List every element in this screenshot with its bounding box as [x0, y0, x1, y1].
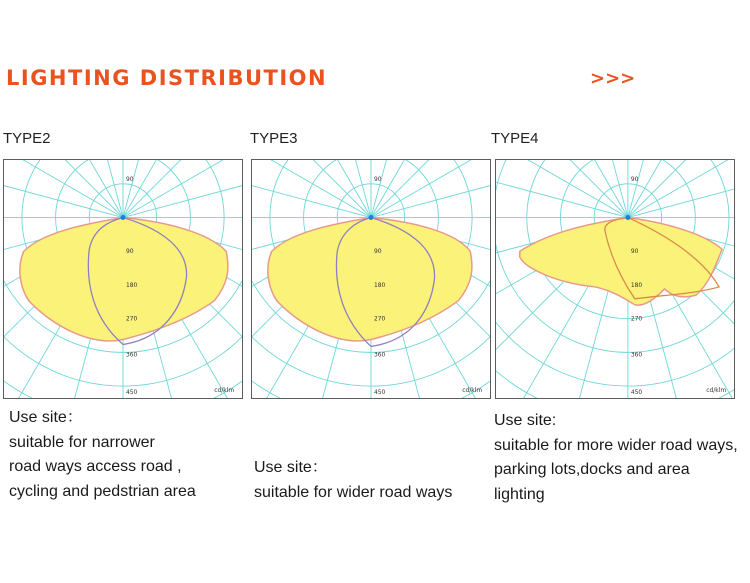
scale-label: 90	[125, 175, 134, 183]
longitudinal-curve	[20, 218, 228, 341]
scale-label: 90	[630, 175, 639, 183]
scale-label: 270	[373, 315, 386, 323]
scale-label: 450	[125, 389, 138, 397]
scale-label: 360	[373, 351, 386, 359]
type4-use-site	[494, 409, 738, 507]
type4-label: TYPE4	[491, 130, 539, 147]
longitudinal-curve	[268, 218, 472, 341]
use-site-heading: Use site：	[9, 409, 83, 426]
use-site-line: lighting	[494, 485, 545, 503]
scale-label: 450	[630, 389, 643, 397]
scale-label: 270	[630, 315, 643, 323]
use-site-line: suitable for wider road ways	[254, 483, 453, 501]
scale-label: 360	[125, 351, 138, 359]
scale-label: 90	[125, 248, 134, 256]
use-site-line: cycling and pedstrian area	[9, 482, 196, 500]
type3-polar-svg	[252, 160, 490, 398]
section-title: LIGHTING DISTRIBUTION	[6, 66, 328, 90]
use-site-line: suitable for narrower	[9, 433, 155, 451]
more-arrows-icon[interactable]: >>>	[590, 68, 636, 89]
type3-polar-diagram	[251, 159, 491, 399]
scale-label: 90	[373, 248, 382, 256]
type2-polar-diagram	[3, 159, 243, 399]
center-point	[625, 215, 630, 220]
scale-label: 360	[630, 351, 643, 359]
unit-label: cd/klm	[706, 387, 727, 395]
grid-ray	[496, 160, 628, 218]
grid-ray	[628, 160, 734, 218]
use-site-line: road ways access road ,	[9, 458, 182, 475]
type4-polar-diagram	[495, 159, 735, 399]
grid-ray	[628, 160, 734, 218]
type2-label: TYPE2	[3, 130, 51, 147]
scale-label: 450	[373, 389, 386, 397]
type2-polar-svg	[4, 160, 242, 398]
use-site-heading: Use site：	[254, 459, 328, 476]
unit-label: cd/klm	[214, 387, 235, 395]
grid-ray	[496, 160, 628, 218]
scale-label: 270	[125, 315, 138, 323]
type3-use-site	[254, 456, 452, 505]
scale-label: 180	[630, 281, 643, 289]
scale-label: 180	[373, 281, 386, 289]
center-point	[121, 215, 126, 220]
scale-label: 90	[373, 175, 382, 183]
type4-polar-svg	[496, 160, 734, 398]
grid-ray	[628, 160, 734, 218]
grid-ray	[496, 160, 628, 218]
unit-label: cd/klm	[462, 387, 483, 395]
grid-ray	[628, 160, 734, 218]
use-site-line: suitable for more wider road ways,	[494, 436, 738, 454]
center-point	[369, 215, 374, 220]
type2-use-site	[9, 406, 196, 504]
type3-label: TYPE3	[250, 130, 298, 147]
scale-label: 180	[125, 281, 138, 289]
use-site-heading: Use site:	[494, 412, 557, 429]
scale-label: 90	[630, 248, 639, 256]
use-site-line: parking lots,docks and area	[494, 461, 690, 478]
grid-ray	[496, 160, 628, 218]
